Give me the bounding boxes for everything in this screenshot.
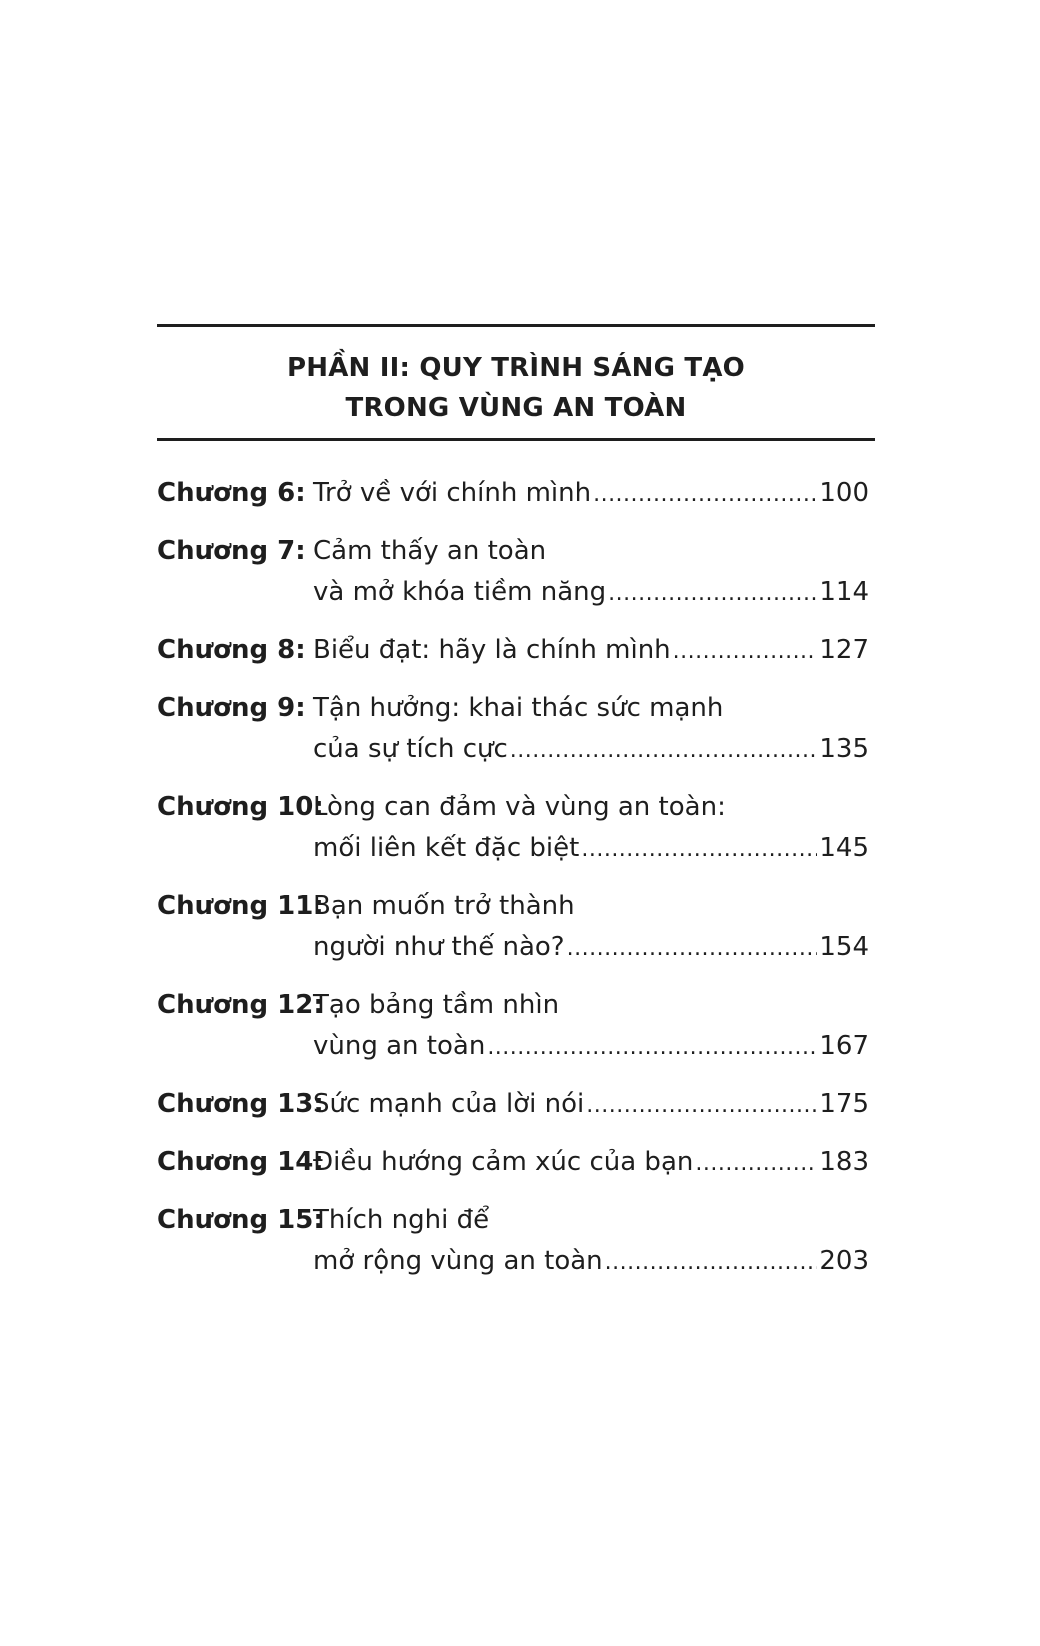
toc-entry — [157, 787, 869, 870]
chapter-title-block — [313, 1084, 869, 1126]
part-heading-line-2: TRONG VÙNG AN TOÀN — [345, 393, 687, 423]
page-number: 100 — [819, 478, 869, 508]
chapter-title-final-line — [313, 1026, 869, 1068]
chapter-title-block — [313, 473, 869, 515]
page-number: 183 — [819, 1147, 869, 1177]
chapter-title-final-line — [313, 729, 869, 771]
chapter-title-final-line — [313, 473, 869, 515]
toc-entry — [157, 531, 869, 614]
chapter-title-text: Điều hướng cảm xúc của bạn — [313, 1147, 694, 1177]
chapter-title-block — [313, 886, 869, 969]
chapter-label: Chương 9: — [157, 693, 306, 723]
chapter-title-line: Cảm thấy an toàn — [313, 536, 547, 566]
chapter-title-final-line — [313, 828, 869, 870]
dot-leader — [487, 1027, 817, 1068]
dot-leader — [593, 474, 817, 515]
chapter-title-text: Sức mạnh của lời nói — [313, 1089, 585, 1119]
top-divider — [157, 324, 875, 327]
dot-leader — [608, 573, 817, 614]
page-number: 145 — [819, 833, 869, 863]
page-number: 154 — [819, 932, 869, 962]
toc-entry — [157, 1142, 869, 1184]
table-of-contents — [157, 473, 869, 1299]
toc-entry — [157, 473, 869, 515]
chapter-title-block — [313, 787, 869, 870]
chapter-title-line: Lòng can đảm và vùng an toàn: — [313, 792, 726, 822]
chapter-label: Chương 13: — [157, 1089, 324, 1119]
toc-entry — [157, 688, 869, 771]
toc-entry — [157, 886, 869, 969]
dot-leader — [581, 829, 817, 870]
chapter-title-final-line — [313, 572, 869, 614]
chapter-title-line: Tạo bảng tầm nhìn — [313, 990, 560, 1020]
toc-entry — [157, 1200, 869, 1283]
chapter-title-line: Thích nghi để — [313, 1205, 490, 1235]
chapter-title-final-line — [313, 1142, 869, 1184]
chapter-title-block — [313, 1142, 869, 1184]
part-heading-line-1: PHẦN II: QUY TRÌNH SÁNG TẠO — [286, 353, 745, 383]
page-number: 135 — [819, 734, 869, 764]
dot-leader — [605, 1242, 818, 1283]
chapter-title-text: và mở khóa tiềm năng — [313, 577, 607, 607]
chapter-title-block — [313, 630, 869, 672]
chapter-title-text: của sự tích cực — [313, 734, 508, 764]
chapter-title-final-line — [313, 630, 869, 672]
chapter-title-text: Trở về với chính mình — [313, 478, 592, 508]
dot-leader — [695, 1143, 817, 1184]
chapter-title-block — [313, 688, 869, 771]
chapter-label: Chương 14: — [157, 1147, 324, 1177]
chapter-title-line: Tận hưởng: khai thác sức mạnh — [313, 693, 724, 723]
chapter-label: Chương 11: — [157, 891, 324, 921]
chapter-title-text: người như thế nào? — [313, 932, 565, 962]
chapter-title-text: mở rộng vùng an toàn — [313, 1246, 603, 1276]
chapter-label: Chương 12: — [157, 990, 324, 1020]
chapter-label: Chương 6: — [157, 478, 306, 508]
page-number: 167 — [819, 1031, 869, 1061]
chapter-title-text: Biểu đạt: hãy là chính mình — [313, 635, 671, 665]
chapter-title-block — [313, 531, 869, 614]
page-number: 175 — [819, 1089, 869, 1119]
page-number: 114 — [819, 577, 869, 607]
dot-leader — [673, 631, 818, 672]
toc-entry — [157, 1084, 869, 1126]
chapter-title-text: mối liên kết đặc biệt — [313, 833, 580, 863]
chapter-label: Chương 7: — [157, 536, 306, 566]
chapter-label: Chương 8: — [157, 635, 306, 665]
chapter-title-final-line — [313, 1241, 869, 1283]
toc-entry — [157, 985, 869, 1068]
chapter-label: Chương 15: — [157, 1205, 324, 1235]
chapter-label: Chương 10: — [157, 792, 324, 822]
page-number: 127 — [819, 635, 869, 665]
chapter-title-line: Bạn muốn trở thành — [313, 891, 575, 921]
toc-entry — [157, 630, 869, 672]
dot-leader — [567, 928, 818, 969]
bottom-divider — [157, 438, 875, 441]
chapter-title-text: vùng an toàn — [313, 1031, 486, 1061]
dot-leader — [510, 730, 818, 771]
chapter-title-block — [313, 985, 869, 1068]
chapter-title-block — [313, 1200, 869, 1283]
part-heading — [157, 348, 875, 428]
chapter-title-final-line — [313, 1084, 869, 1126]
chapter-title-final-line — [313, 927, 869, 969]
page-number: 203 — [819, 1246, 869, 1276]
dot-leader — [586, 1085, 817, 1126]
